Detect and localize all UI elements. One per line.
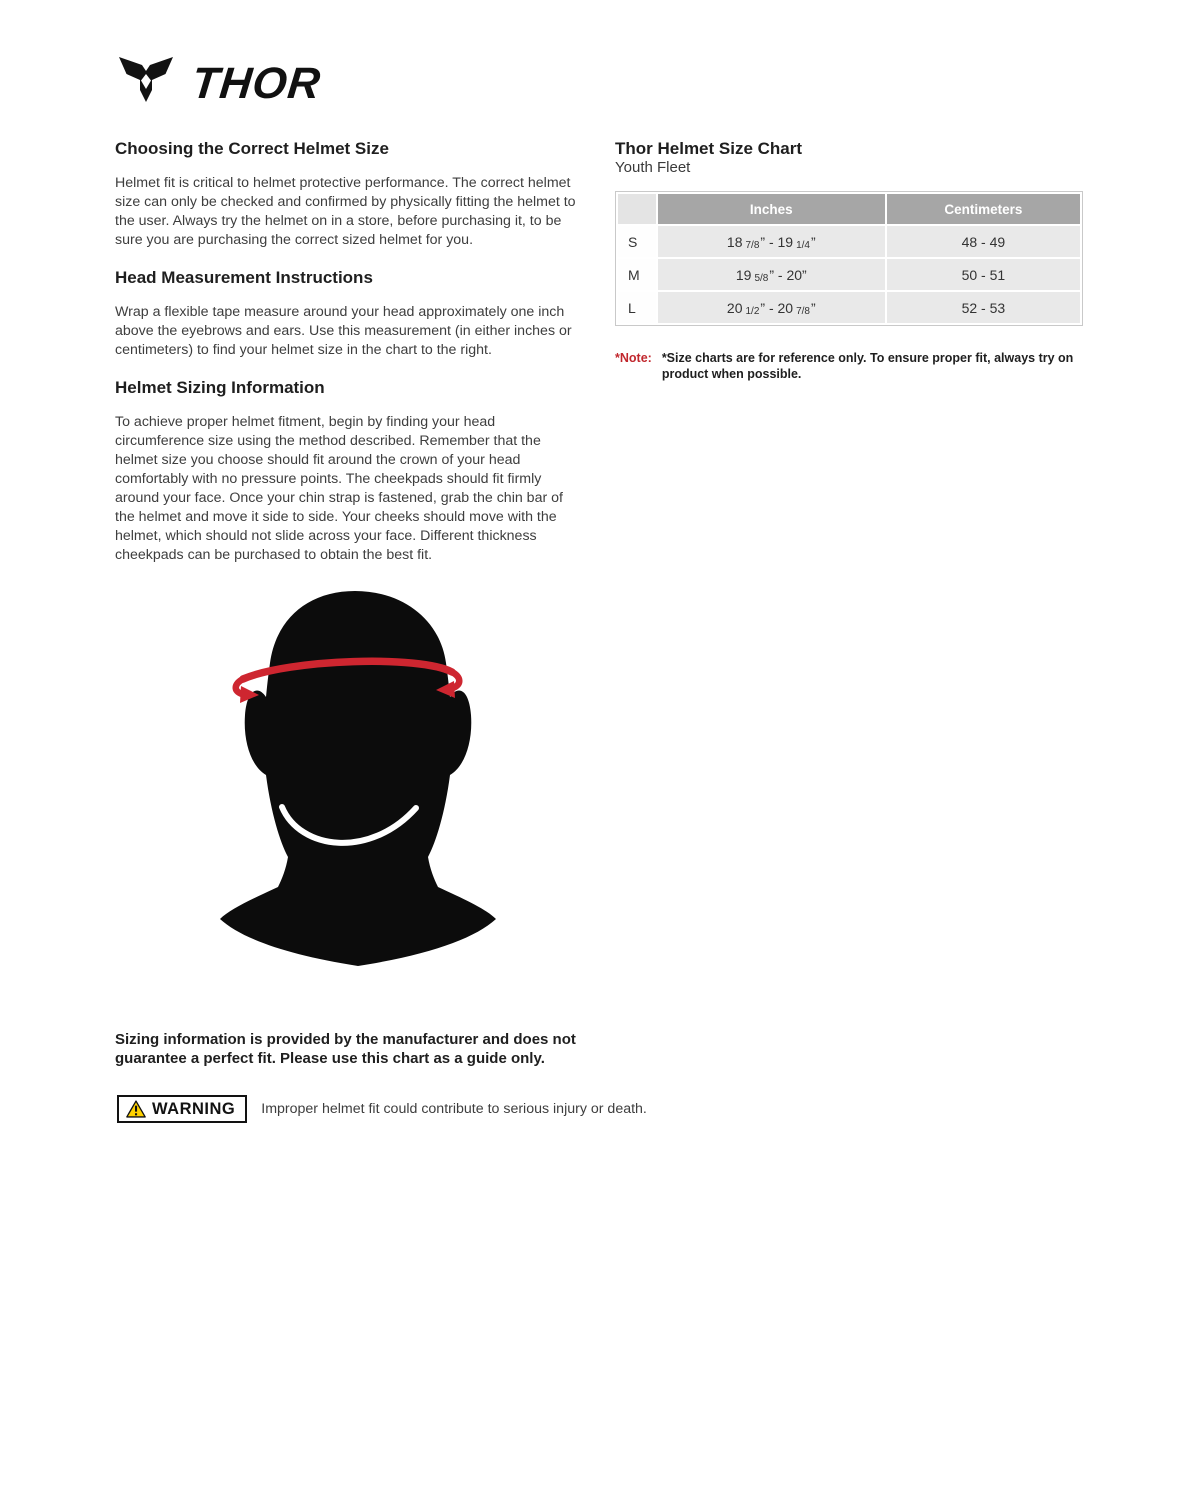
column-header-inches: Inches	[658, 194, 885, 224]
table-corner-cell	[618, 194, 656, 224]
size-chart-column	[615, 140, 1085, 382]
inches-text: ” - 19	[760, 233, 794, 250]
inches-fraction: 1/4	[796, 239, 810, 251]
table-row	[618, 259, 1080, 290]
inches-text: ” - 20	[769, 266, 803, 283]
sizing-disclaimer: Sizing information is provided by the manufacturer and does not guarantee a perfect fit. Please use this chart as a guide only.	[115, 1031, 576, 1067]
paragraph-head-measurement: Wrap a flexible tape measure around your head approximately one inch above the eyebrows and ears. Use this measurement (in either inches or centimeters) to find your helmet size in the chart to the right.	[115, 304, 572, 358]
note-label: *Note:	[615, 351, 652, 365]
brand-wordmark: THOR	[189, 59, 324, 108]
warning-triangle-icon	[126, 1100, 146, 1118]
inches-fraction: 5/8	[754, 272, 769, 284]
instructions-column	[115, 140, 585, 584]
paragraph-choosing-helmet-size: Helmet fit is critical to helmet protective performance. The correct helmet size can only be checked and confirmed by physically fitting the helmet to the user. Always try the helmet on in a store, before purchasing it, to be sure you are purchasing the correct sized helmet for you.	[115, 175, 576, 248]
paragraph-helmet-sizing-info: To achieve proper helmet fitment, begin by finding your head circumference size using the method described. Remember that the helmet size you choose should fit around the crown of your head comfortably with no pressure points. The cheekpads should fit firmly around your face. Once your chin strap is fastened, grab the chin bar of the helmet and move it side to side. Your cheeks should move with the helmet, which should not slide across your face. Different thickness cheekpads can be purchased to obtain the best fit.	[115, 414, 563, 563]
centimeters-cell: 52 - 53	[887, 292, 1080, 323]
thor-emblem-icon	[116, 52, 176, 116]
inches-fraction: 1/2	[745, 305, 760, 317]
centimeters-cell: 48 - 49	[887, 226, 1080, 257]
centimeters-cell: 50 - 51	[887, 259, 1080, 290]
size-label-cell: S	[618, 226, 656, 257]
inches-fraction: 7/8	[745, 239, 760, 251]
warning-row	[117, 1095, 647, 1123]
note-text: *Size charts are for reference only. To ensure proper fit, always try on product when possible.	[661, 351, 1074, 381]
warning-box	[117, 1095, 247, 1123]
inches-cell	[658, 226, 885, 257]
column-header-centimeters: Centimeters	[887, 194, 1080, 224]
inches-text: 20	[726, 299, 743, 316]
heading-choosing-helmet-size: Choosing the Correct Helmet Size	[115, 139, 389, 158]
inches-cell	[658, 259, 885, 290]
heading-helmet-sizing-info: Helmet Sizing Information	[115, 378, 325, 397]
size-chart-title: Thor Helmet Size Chart	[615, 139, 803, 158]
heading-head-measurement: Head Measurement Instructions	[115, 268, 373, 287]
inches-text: ” - 20	[760, 299, 794, 316]
warning-label: WARNING	[152, 1099, 236, 1118]
table-row	[618, 226, 1080, 257]
size-chart-note	[615, 350, 1085, 382]
inches-cell	[658, 292, 885, 323]
size-chart-subtitle: Youth Fleet	[615, 159, 691, 176]
head-measurement-figure	[110, 555, 610, 1015]
table-header-row	[618, 194, 1080, 224]
warning-text: Improper helmet fit could contribute to serious injury or death.	[261, 1101, 647, 1117]
inches-text: 18	[726, 233, 743, 250]
size-label-cell: L	[618, 292, 656, 323]
inches-text: 19	[735, 266, 752, 283]
inches-text: ”	[802, 266, 807, 283]
inches-text: ”	[811, 299, 816, 316]
inches-fraction: 7/8	[796, 305, 810, 317]
size-chart-table	[615, 191, 1083, 326]
size-label-cell: M	[618, 259, 656, 290]
inches-text: ”	[811, 233, 816, 250]
brand-logo	[116, 52, 324, 116]
table-row	[618, 292, 1080, 323]
head-silhouette	[220, 591, 496, 966]
